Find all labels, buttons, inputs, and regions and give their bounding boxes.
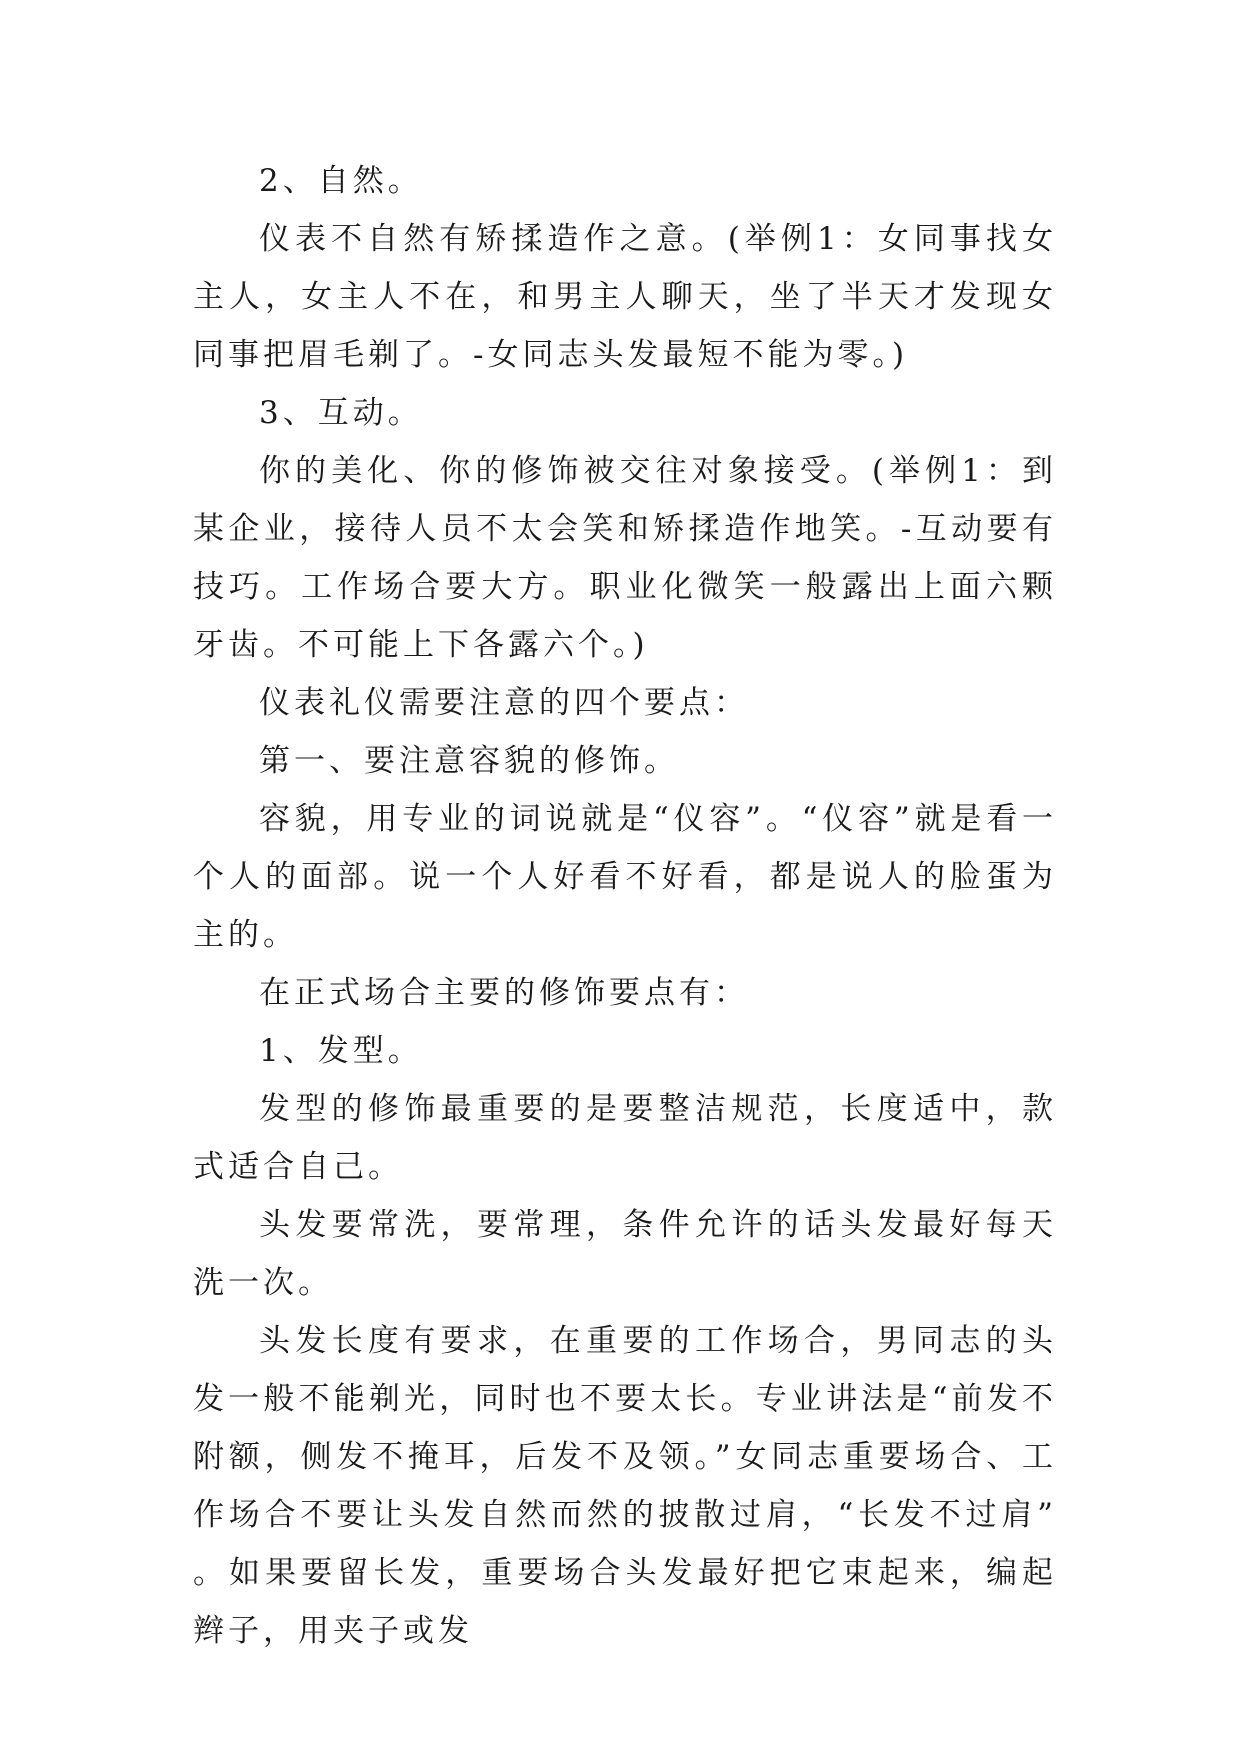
paragraph-natural-example: 仪表不自然有矫揉造作之意。(举例1：女同事找女主人，女主人不在，和男主人聊天，坐了半天才发现女同事把眉毛剃了。-女同志头发最短不能为零。) — [193, 221, 1057, 373]
paragraph-first-point: 第一、要注意容貌的修饰。 — [259, 743, 679, 779]
paragraph-hairstyle-rules: 发型的修饰最重要的是要整洁规范，长度适中，款式适合自己。 — [193, 1091, 1057, 1185]
paragraph-interaction-example: 你的美化、你的修饰被交往对象接受。(举例1：到某企业，接待人员不太会笑和矫揉造作地笑。-互动要有技巧。工作场合要大方。职业化微笑一般露出上面六颗牙齿。不可能上下各露六个。) — [193, 453, 1057, 663]
paragraph-item-3-interaction: 3、互动。 — [259, 395, 423, 431]
paragraph-item-1-hairstyle: 1、发型。 — [259, 1033, 423, 1069]
document-body — [193, 152, 1057, 1660]
paragraph-item-2-natural: 2、自然。 — [259, 163, 423, 199]
paragraph-four-points-heading: 仪表礼仪需要注意的四个要点： — [259, 685, 749, 721]
paragraph-appearance-definition: 容貌，用专业的词说就是“仪容”。“仪容”就是看一个人的面部。说一个人好看不好看，都是说人的脸蛋为主的。 — [193, 801, 1057, 953]
paragraph-hair-length: 头发长度有要求，在重要的工作场合，男同志的头发一般不能剃光，同时也不要太长。专业讲法是“前发不附额，侧发不掩耳，后发不及领。”女同志重要场合、工作场合不要让头发自然而然的披散过肩，“长发不过肩”。如果要留长发，重要场合头发最好把它束起来，编起辫子，用夹子或发 — [193, 1323, 1057, 1649]
paragraph-hair-washing: 头发要常洗，要常理，条件允许的话头发最好每天洗一次。 — [193, 1207, 1057, 1301]
paragraph-formal-occasion-points: 在正式场合主要的修饰要点有： — [259, 975, 749, 1011]
